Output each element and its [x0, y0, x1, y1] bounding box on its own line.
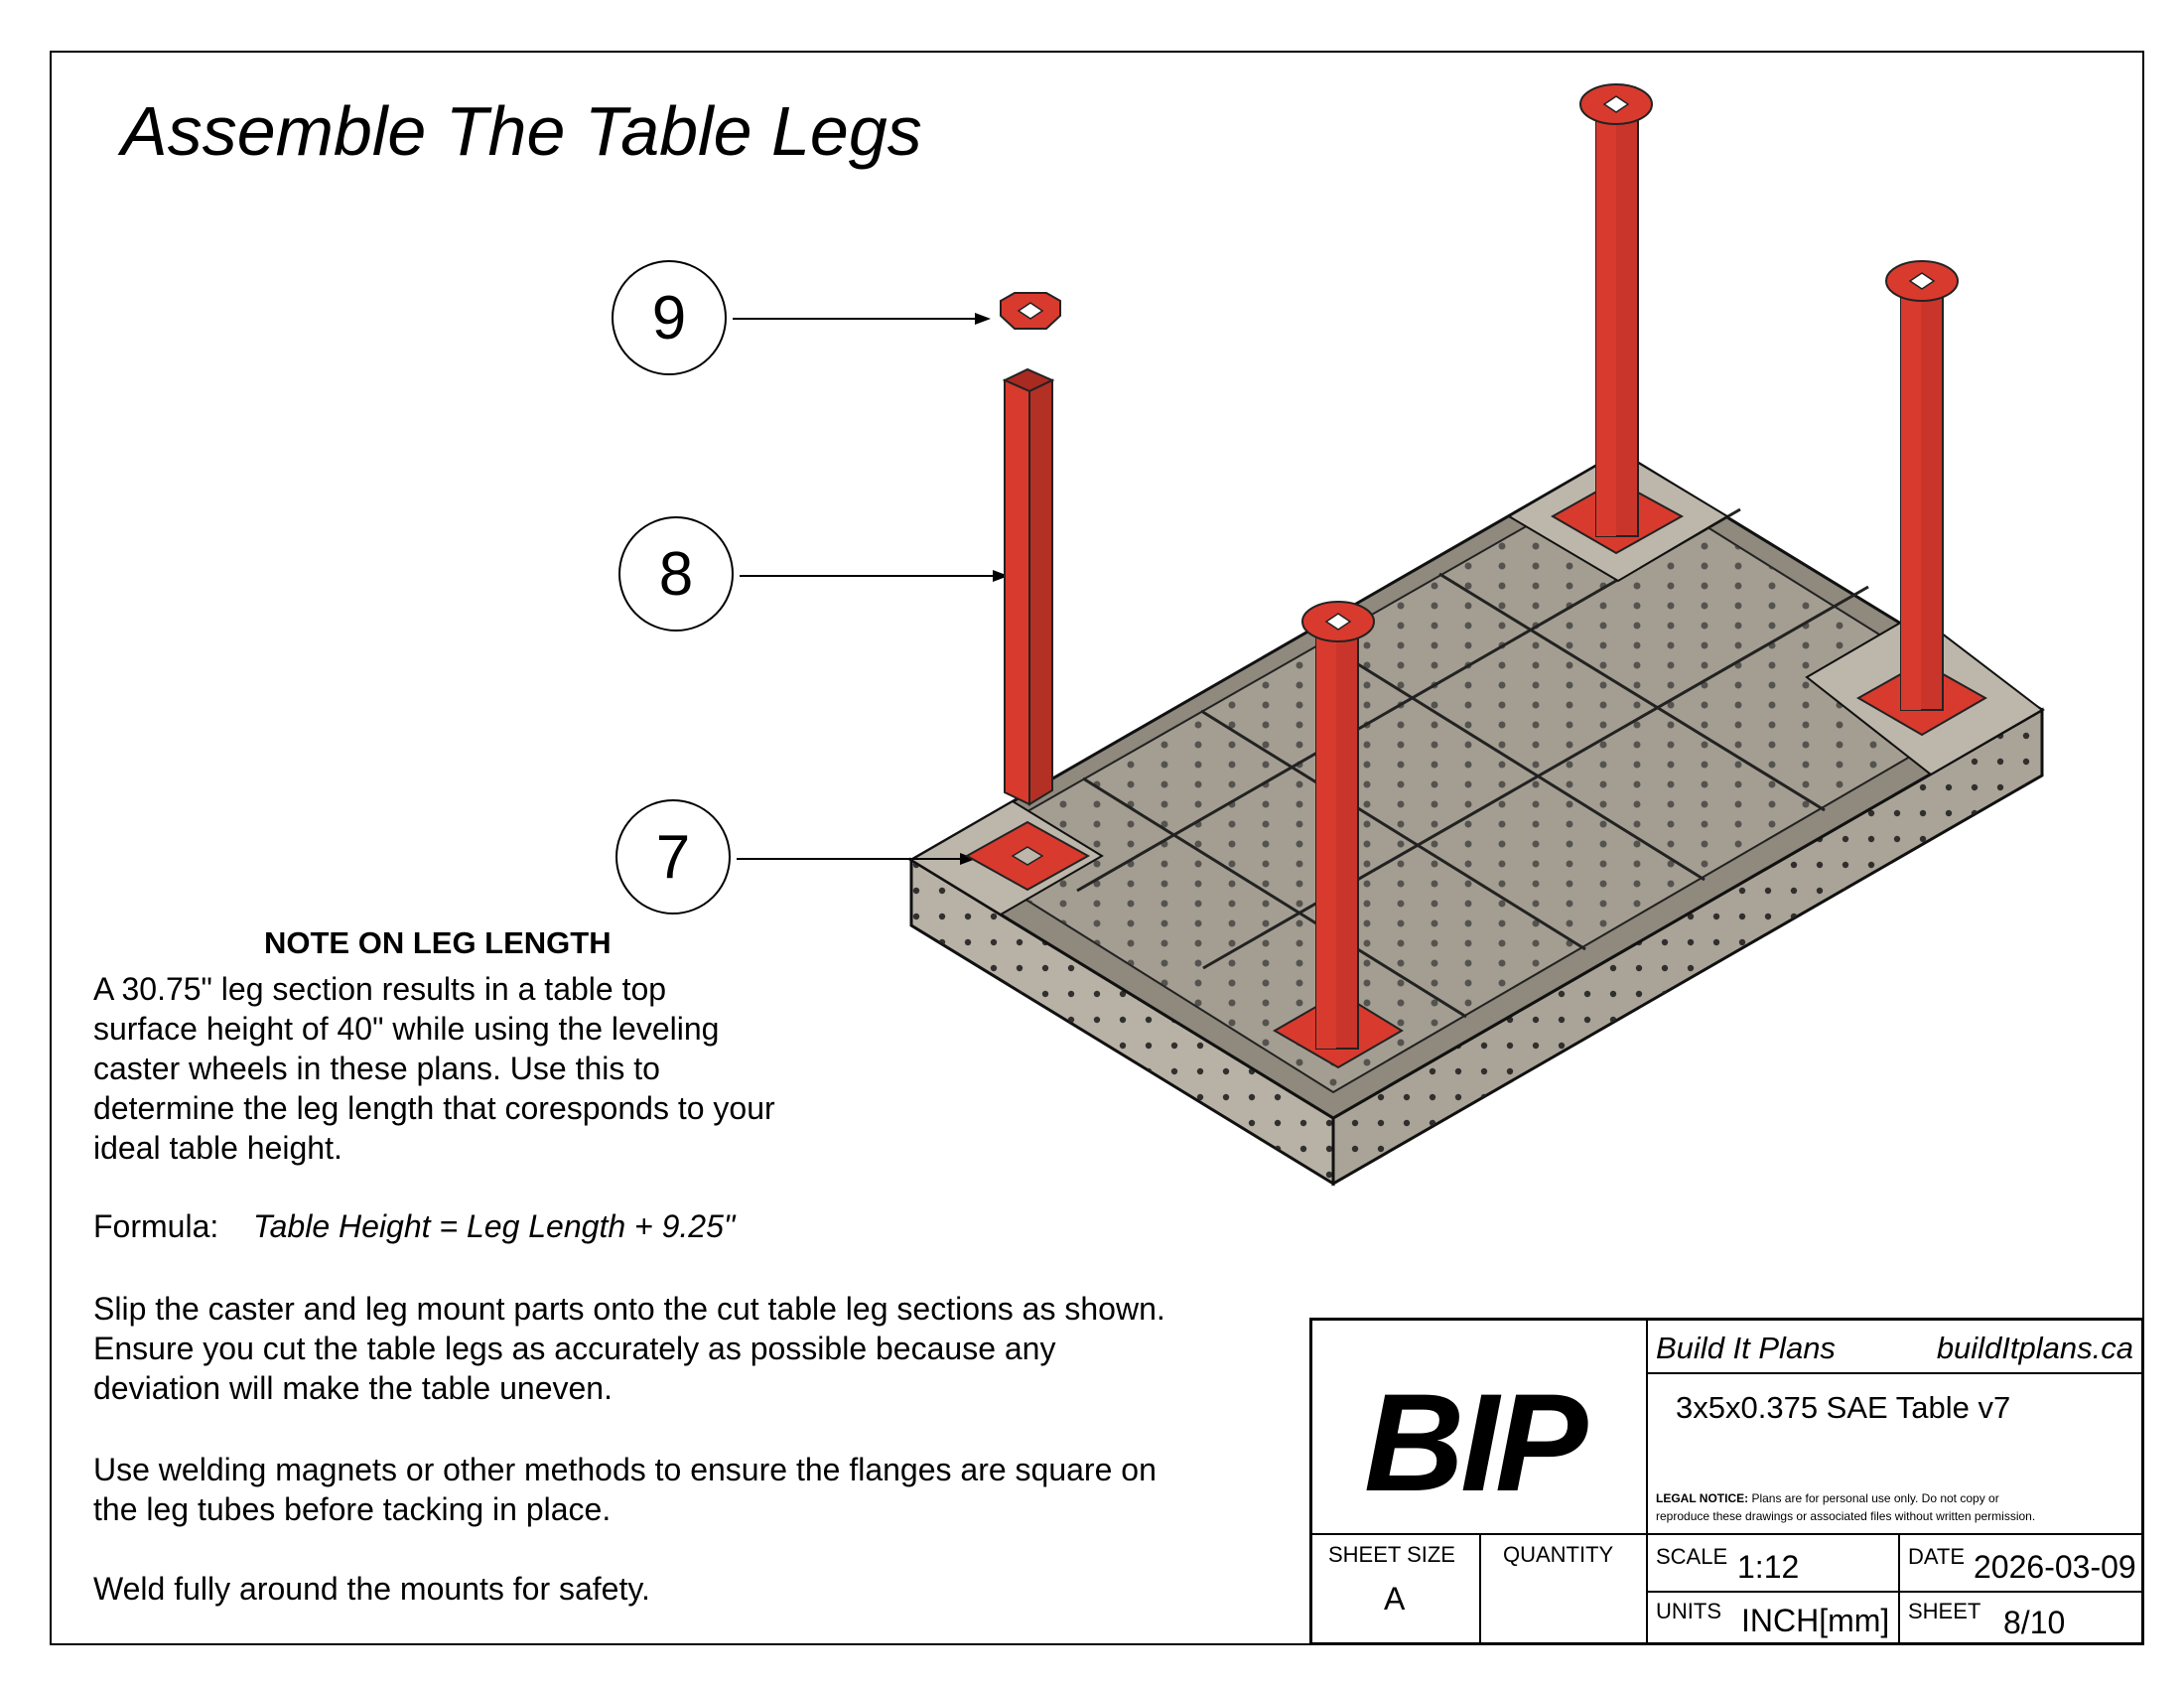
note-paragraph [93, 969, 775, 1168]
units-label: UNITS [1656, 1599, 1721, 1623]
instruction-paragraph-2 [93, 1450, 1157, 1529]
units-value: INCH[mm] [1741, 1603, 1890, 1638]
date-label: DATE [1908, 1544, 1966, 1569]
instruction-line: deviation will make the table uneven. [93, 1370, 613, 1406]
scale-value: 1:12 [1737, 1549, 1800, 1585]
tb-divider [1646, 1372, 2144, 1374]
company-name: Build It Plans [1656, 1331, 1836, 1365]
tb-divider [1646, 1321, 1648, 1642]
table-frame [911, 452, 2042, 1184]
note-line: determine the leg length that coresponds to your [93, 1090, 775, 1126]
instruction-line: Ensure you cut the table legs as accurately as possible because any [93, 1331, 1056, 1366]
callout-balloon-9 [612, 260, 727, 375]
quantity-label: QUANTITY [1503, 1542, 1614, 1567]
date-value: 2026-03-09 [1974, 1549, 2136, 1585]
tb-divider [1479, 1533, 1481, 1642]
caster-plate-part [1001, 293, 1060, 329]
callout-balloon-7 [615, 799, 731, 914]
drawing-title: 3x5x0.375 SAE Table v7 [1676, 1390, 2011, 1425]
note-line: surface height of 40" while using the leveling [93, 1011, 720, 1047]
legal-text: reproduce these drawings or associated files without written permission. [1656, 1509, 2036, 1523]
title-block [1309, 1318, 2144, 1645]
scale-label: SCALE [1656, 1544, 1728, 1569]
instruction-line: Slip the caster and leg mount parts onto the cut table leg sections as shown. [93, 1291, 1165, 1327]
tb-divider [1898, 1533, 1900, 1642]
sheet-value: 8/10 [2003, 1605, 2066, 1640]
callout-number: 8 [658, 539, 694, 609]
formula-label: Formula: [93, 1208, 219, 1244]
callout-number: 9 [651, 283, 687, 352]
note-heading: NOTE ON LEG LENGTH [264, 925, 612, 960]
company-website: buildItplans.ca [1936, 1331, 2133, 1365]
instruction-paragraph-3 [93, 1569, 650, 1609]
instruction-line: Use welding magnets or other methods to ensure the flanges are square on [93, 1452, 1157, 1487]
sheet-label: SHEET [1908, 1599, 1981, 1623]
callout-leaders [733, 313, 1009, 865]
sheet-size-label: SHEET SIZE [1328, 1542, 1455, 1567]
note-line: A 30.75" leg section results in a table top [93, 971, 667, 1007]
legal-label: LEGAL NOTICE: [1656, 1491, 1749, 1505]
legal-notice [1656, 1489, 2035, 1525]
callout-balloon-8 [618, 516, 734, 632]
legal-text: Plans are for personal use only. Do not copy or [1748, 1491, 1999, 1505]
formula-expression: Table Height = Leg Length + 9.25" [253, 1208, 736, 1244]
instruction-paragraph-1 [93, 1289, 1165, 1408]
tb-divider [1646, 1533, 2144, 1535]
instruction-line: Weld fully around the mounts for safety. [93, 1571, 650, 1607]
note-line: caster wheels in these plans. Use this to [93, 1051, 660, 1086]
callout-number: 7 [655, 822, 691, 892]
instruction-line: the leg tubes before tacking in place. [93, 1491, 612, 1527]
page-title: Assemble The Table Legs [121, 92, 922, 170]
company-logo: BIP [1364, 1364, 1584, 1520]
tb-divider [1646, 1591, 2144, 1593]
leg-tube-part [1005, 369, 1052, 804]
sheet-size-value: A [1384, 1581, 1406, 1617]
note-line: ideal table height. [93, 1130, 342, 1166]
